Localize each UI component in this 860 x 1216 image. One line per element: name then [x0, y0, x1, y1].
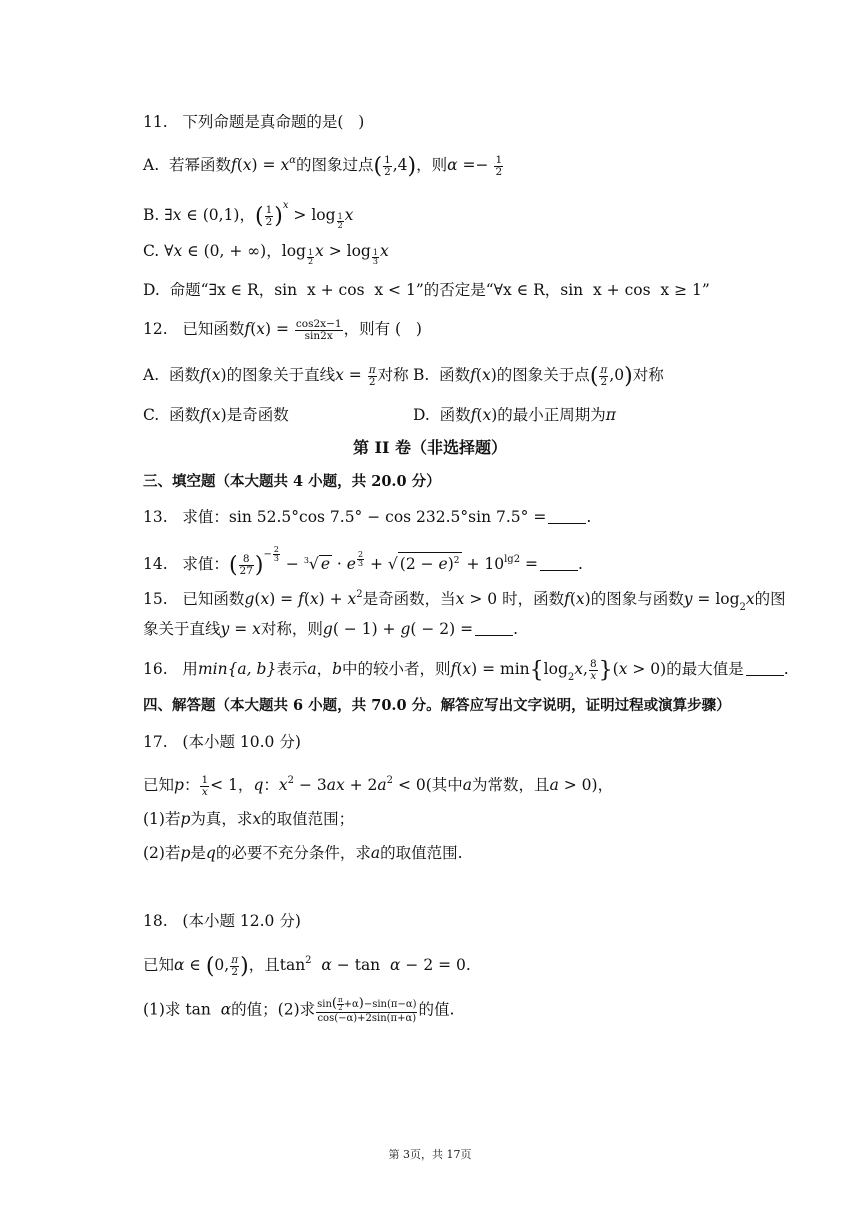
q17-l1-b: ：: [183, 776, 200, 794]
q16-var-b: b: [332, 660, 343, 678]
q12-fraction: [295, 319, 343, 342]
page-footer: 第 3页，共 17页: [388, 1148, 472, 1161]
q17-cond: a > 0: [549, 776, 592, 794]
q17-x: x: [252, 810, 262, 828]
q17-ineq: $x^2 - 3ax + 2a^2 < 0$: [278, 775, 426, 794]
q11-b-expr: ( $\frac{1}{2}$ )$^x$ > log $\frac{1}{2}$ x: [254, 200, 354, 230]
q12-d-fx: f(x): [470, 406, 498, 424]
q13-text: 13. 求值：sin 52.5°cos 7.5° − cos 232.5°sin 7.5° =: [143, 508, 547, 526]
q18-frac: sin( $\frac{\pi}{2}$ +α)−sin(π−α) cos(−α)+2sin(π+α): [317, 996, 417, 1024]
q16-e: 的最大值是: [666, 660, 744, 678]
q15-cond: x > 0: [455, 590, 503, 608]
q12-c-text1: C. 函数: [143, 406, 201, 424]
q12-b-point: ( $\frac{\pi}{2}$ ,0): [589, 363, 633, 389]
q11-option-b[interactable]: [143, 195, 353, 230]
q16-var-a: a: [307, 660, 317, 678]
q17-l2-a: (1)若: [143, 810, 181, 828]
q11-a-alpha: α =− $\frac{1}{2}$: [447, 153, 503, 178]
section3-heading: 三、填空题（本大题共 4 小题，共 20.0 分）: [143, 473, 441, 490]
q15-line2: 象关于直线y = x对称，则g( − 1) + g( − 2) = .: [143, 620, 519, 638]
q18-l2-c: 的值.: [418, 1000, 455, 1019]
q12-numerator: cos2x−1: [295, 317, 342, 330]
q12-d-text1: D. 函数: [413, 406, 471, 424]
q17-a1: a: [462, 776, 473, 794]
q11-c-prefix: C. ∀: [143, 242, 174, 260]
q17-line3: [143, 842, 463, 864]
q12-a-text1: A. 函数: [143, 366, 200, 384]
q17-l1-a: 已知: [143, 776, 175, 794]
q12-a-text3: 对称: [377, 366, 409, 384]
q11-c-expr: log $\frac{1}{2}$ x > log $\frac{1}{3}$ x: [281, 242, 389, 266]
q11-b-mid: ∈ (0,1)，: [181, 206, 255, 224]
q15-line1: [143, 584, 786, 619]
q17-line1: [143, 770, 613, 798]
q11-stem: 11. 下列命题是真命题的是( ): [143, 113, 365, 131]
q17-p: p: [174, 776, 184, 794]
q15-blank[interactable]: [475, 621, 513, 636]
q15-sum: g( − 1) + g( − 2): [322, 620, 456, 638]
q15-ylog: $y = \log_2x$: [683, 590, 755, 613]
q15-yx: y = x: [220, 620, 261, 638]
q16-b: 表示: [276, 660, 308, 678]
q11-option-a[interactable]: [143, 150, 504, 178]
q15-fx: f(x): [564, 590, 591, 608]
q14-prefix: 14. 求值：: [143, 555, 229, 573]
q18-eq: $\tan^2 \alpha - \tan \alpha - 2 = 0$.: [279, 955, 471, 974]
q15-l1-d: 的图象与函数: [590, 590, 684, 608]
q17-q3: q: [205, 844, 216, 862]
q16: 16. 用min{a, b}表示a，b中的较小者，则$f(x) = \min\{\log_2x$, $\frac{8}{x}$ }(x > 0)的最大值是 .: [143, 657, 789, 683]
q17-l1-g: )，: [591, 776, 614, 794]
q18-domain: α ∈ (0, $\frac{\pi}{2}$ ): [174, 953, 249, 979]
q18-alpha: α: [220, 1000, 232, 1019]
q12-b-text2: 的图象关于点: [496, 366, 590, 384]
q11-c-mid: ∈ (0, + ∞)，: [182, 242, 282, 260]
q14: 14. 求值：( $\frac{8}{27}$ )$^{- \frac{2}{3}}$ − $^3$√ e · e $^{\frac{2}{3}}$ + √ $(2 - e)^2 + 10^{lg2}$ = .: [143, 545, 583, 578]
q17-q: q: [253, 776, 264, 794]
q11-a-mid: 的图象过点: [295, 156, 374, 174]
q11-c-var: x: [173, 242, 183, 260]
q17-l2-c: 的取值范围；: [261, 810, 355, 828]
q12-c-fx: f(x): [200, 406, 227, 424]
q12-stem: [143, 318, 422, 342]
q11-b-var: x: [172, 206, 182, 224]
q18-l1-a: 已知: [143, 956, 175, 974]
q11-option-d[interactable]: D. 命题“∃x ∈ R，sin x + cos x < 1”的否定是“∀x ∈ R，sin x + cos x ≥ 1”: [143, 281, 710, 299]
q12-b-fx: f(x): [470, 366, 497, 384]
q11-a-fx: $f(x) = x^\alpha$: [230, 155, 296, 174]
q14-expr: ( $\frac{8}{27}$ )$^{- \frac{2}{3}}$ − $^3$√ e · e $^{\frac{2}{3}}$ + √ $(2 - e)^2 + 10^{lg2}$ =: [228, 545, 538, 578]
q17-a3: a: [370, 844, 381, 862]
q17-p3: p: [180, 844, 191, 862]
q11-option-c[interactable]: [143, 240, 389, 266]
q17-l3-a: (2)若: [143, 844, 181, 862]
q18-l2-a: (1)求 tan: [143, 1000, 221, 1019]
q12-a-line: x = $\frac{\pi}{2}$: [335, 363, 376, 388]
q17-l1-d: ：: [263, 776, 279, 794]
q17-head: 17. (本小题 10.0 分): [143, 733, 301, 751]
q12-stem-prefix: 12. 已知函数: [143, 320, 245, 338]
q15-l2-c: =: [455, 620, 474, 638]
q16-c: ，: [316, 660, 333, 678]
q17-p2: p: [180, 810, 191, 828]
q17-l3-c: 的必要不充分条件，求: [215, 844, 371, 862]
q11-a-prefix: A. 若幂函数: [143, 156, 231, 174]
q17-line2: [143, 808, 354, 830]
q11-a-end: ，则: [416, 156, 448, 174]
q16-blank[interactable]: [746, 661, 784, 676]
q15-l1-e: 的图: [754, 590, 786, 608]
q17-l3-d: 的取值范围.: [380, 844, 463, 862]
q12-d-pi: π: [605, 406, 616, 424]
q17-frac: $\frac{1}{x}$: [201, 773, 209, 798]
q18-line1: [143, 950, 471, 978]
q12-b-text3: 对称: [632, 366, 664, 384]
q17-l3-b: 是: [190, 844, 206, 862]
q12-a-text2: 的图象关于直线: [226, 366, 336, 384]
q18-head: 18. (本小题 12.0 分): [143, 912, 301, 930]
q12-option-b[interactable]: [413, 364, 664, 388]
q16-a: 16. 用: [143, 660, 198, 678]
q18-l1-b: ，且: [248, 956, 280, 974]
q12-a-fx: f(x): [199, 366, 227, 384]
q15-l2-a: 象关于直线: [143, 620, 221, 638]
q12-d-text2: 的最小正周期为: [497, 406, 606, 424]
section4-heading: 四、解答题（本大题共 6 小题，共 70.0 分。解答应写出文字说明，证明过程或演算步骤）: [143, 697, 731, 714]
q11-a-point: ( $\frac{1}{2}$ ,4): [373, 153, 417, 179]
q15-l1-a: 15. 已知函数: [143, 590, 245, 608]
q16-expr: $f(x) = \min\{\log_2x$, $\frac{8}{x}$ }(x > 0): [450, 657, 667, 683]
q18-line2: [143, 997, 454, 1024]
q14-blank[interactable]: [540, 556, 578, 571]
q17-l1-f: 为常数，且: [472, 776, 550, 794]
q12-b-text1: B. 函数: [413, 366, 471, 384]
part2-title: 第 II 卷（非选择题）: [352, 438, 508, 457]
q13-blank[interactable]: [548, 509, 586, 524]
q12-denominator: sin2x: [304, 329, 333, 342]
q12-option-a[interactable]: [143, 364, 409, 388]
q17-l1-c: < 1，: [210, 776, 254, 794]
q17-l2-b: 为真，求: [190, 810, 253, 828]
q18-l2-b: 的值；(2)求: [231, 1000, 316, 1019]
q15-l1-b: 是奇函数，当: [362, 590, 456, 608]
q12-stem-end: ，则有 ( ): [343, 320, 422, 338]
q12-option-d[interactable]: [413, 404, 616, 426]
q16-min: min{a, b}: [197, 660, 277, 678]
q11-b-prefix: B. ∃: [143, 206, 173, 224]
q12-fx: f(x) =: [244, 320, 294, 338]
q17-l1-e: (其中: [425, 776, 463, 794]
q12-c-text2: 是奇函数: [226, 406, 289, 424]
q15-l2-b: 对称，则: [260, 620, 323, 638]
q15-gx: $g(x) = f(x) + x^2$: [244, 589, 363, 608]
q13: 13. 求值：sin 52.5°cos 7.5° − cos 232.5°sin 7.5° = .: [143, 508, 592, 526]
q16-d: 中的较小者，则: [342, 660, 451, 678]
q12-option-c[interactable]: [143, 404, 289, 426]
q15-l1-c: 时，函数: [502, 590, 565, 608]
